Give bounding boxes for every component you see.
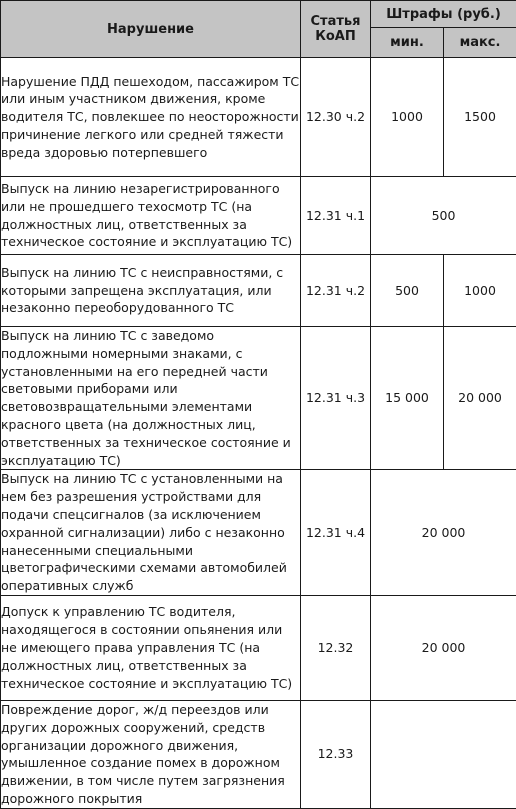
table-row	[1, 470, 516, 596]
violation-cell: Допуск к управлению ТС водителя, находящегося в состоянии опьянения или не имеющего права управления ТС (на должностных лиц, ответственных за техническое состояние и эксплуатацию ТС)	[1, 595, 301, 700]
fine-min-cell: 500	[371, 255, 444, 327]
fine-cell: 20 000	[371, 595, 516, 700]
table-row	[1, 327, 516, 470]
header-fines: Штрафы (руб.)	[371, 1, 516, 28]
violation-cell: Выпуск на линию ТС с заведомо подложными номерными знаками, с установленными на его передней части световыми приборами или световозвращательными элементами красного цвета (на должностных лиц, ответственных за техническое состояние и эксплуатацию ТС)	[1, 327, 301, 470]
fine-min-cell: 1000	[371, 58, 444, 177]
header-violation: Нарушение	[1, 1, 301, 58]
fine-max-cell: 1500	[444, 58, 516, 177]
article-cell: 12.30 ч.2	[301, 58, 371, 177]
fine-cell: 500	[371, 177, 516, 255]
header-min: мин.	[371, 28, 444, 58]
article-cell: 12.31 ч.4	[301, 470, 371, 596]
violation-cell: Повреждение дорог, ж/д переездов или других дорожных сооружений, средств организации дорожного движения, умышленное создание помех в дорожном движении, в том числе путем загрязнения дорожного покрытия	[1, 700, 301, 808]
header-article	[301, 1, 371, 58]
violation-cell: Выпуск на линию незарегистрированного или не прошедшего техосмотр ТС (на должностных лиц, ответственных за техническое состояние и эксплуатацию ТС)	[1, 177, 301, 255]
header-max: макс.	[444, 28, 516, 58]
table-row	[1, 255, 516, 327]
table-row	[1, 177, 516, 255]
violation-cell: Нарушение ПДД пешеходом, пассажиром ТС или иным участником движения, кроме водителя ТС, повлекшее по неосторожности причинение легкого или средней тяжести вреда здоровью потерпевшего	[1, 58, 301, 177]
article-cell: 12.32	[301, 595, 371, 700]
table-header	[1, 1, 516, 58]
violation-cell: Выпуск на линию ТС с установленными на нем без разрешения устройствами для подачи спецсигналов (за исключением охранной сигнализации) либо с незаконно нанесенными специальными цветографическими схемами автомобилей оперативных служб	[1, 470, 301, 596]
fine-cell: 20 000	[371, 470, 516, 596]
header-article-line2: КоАП	[315, 29, 356, 44]
table-row	[1, 595, 516, 700]
article-cell: 12.31 ч.3	[301, 327, 371, 470]
header-article-line1: Статья	[311, 14, 361, 29]
article-cell: 12.33	[301, 700, 371, 808]
table-body	[1, 58, 516, 809]
fine-cell	[371, 700, 516, 808]
fine-max-cell: 20 000	[444, 327, 516, 470]
fine-min-cell: 15 000	[371, 327, 444, 470]
article-cell: 12.31 ч.1	[301, 177, 371, 255]
violation-cell: Выпуск на линию ТС с неисправностями, с которыми запрещена эксплуатация, или незаконно переоборудованного ТС	[1, 255, 301, 327]
table-row	[1, 700, 516, 808]
table-row	[1, 58, 516, 177]
fine-max-cell: 1000	[444, 255, 516, 327]
article-cell: 12.31 ч.2	[301, 255, 371, 327]
